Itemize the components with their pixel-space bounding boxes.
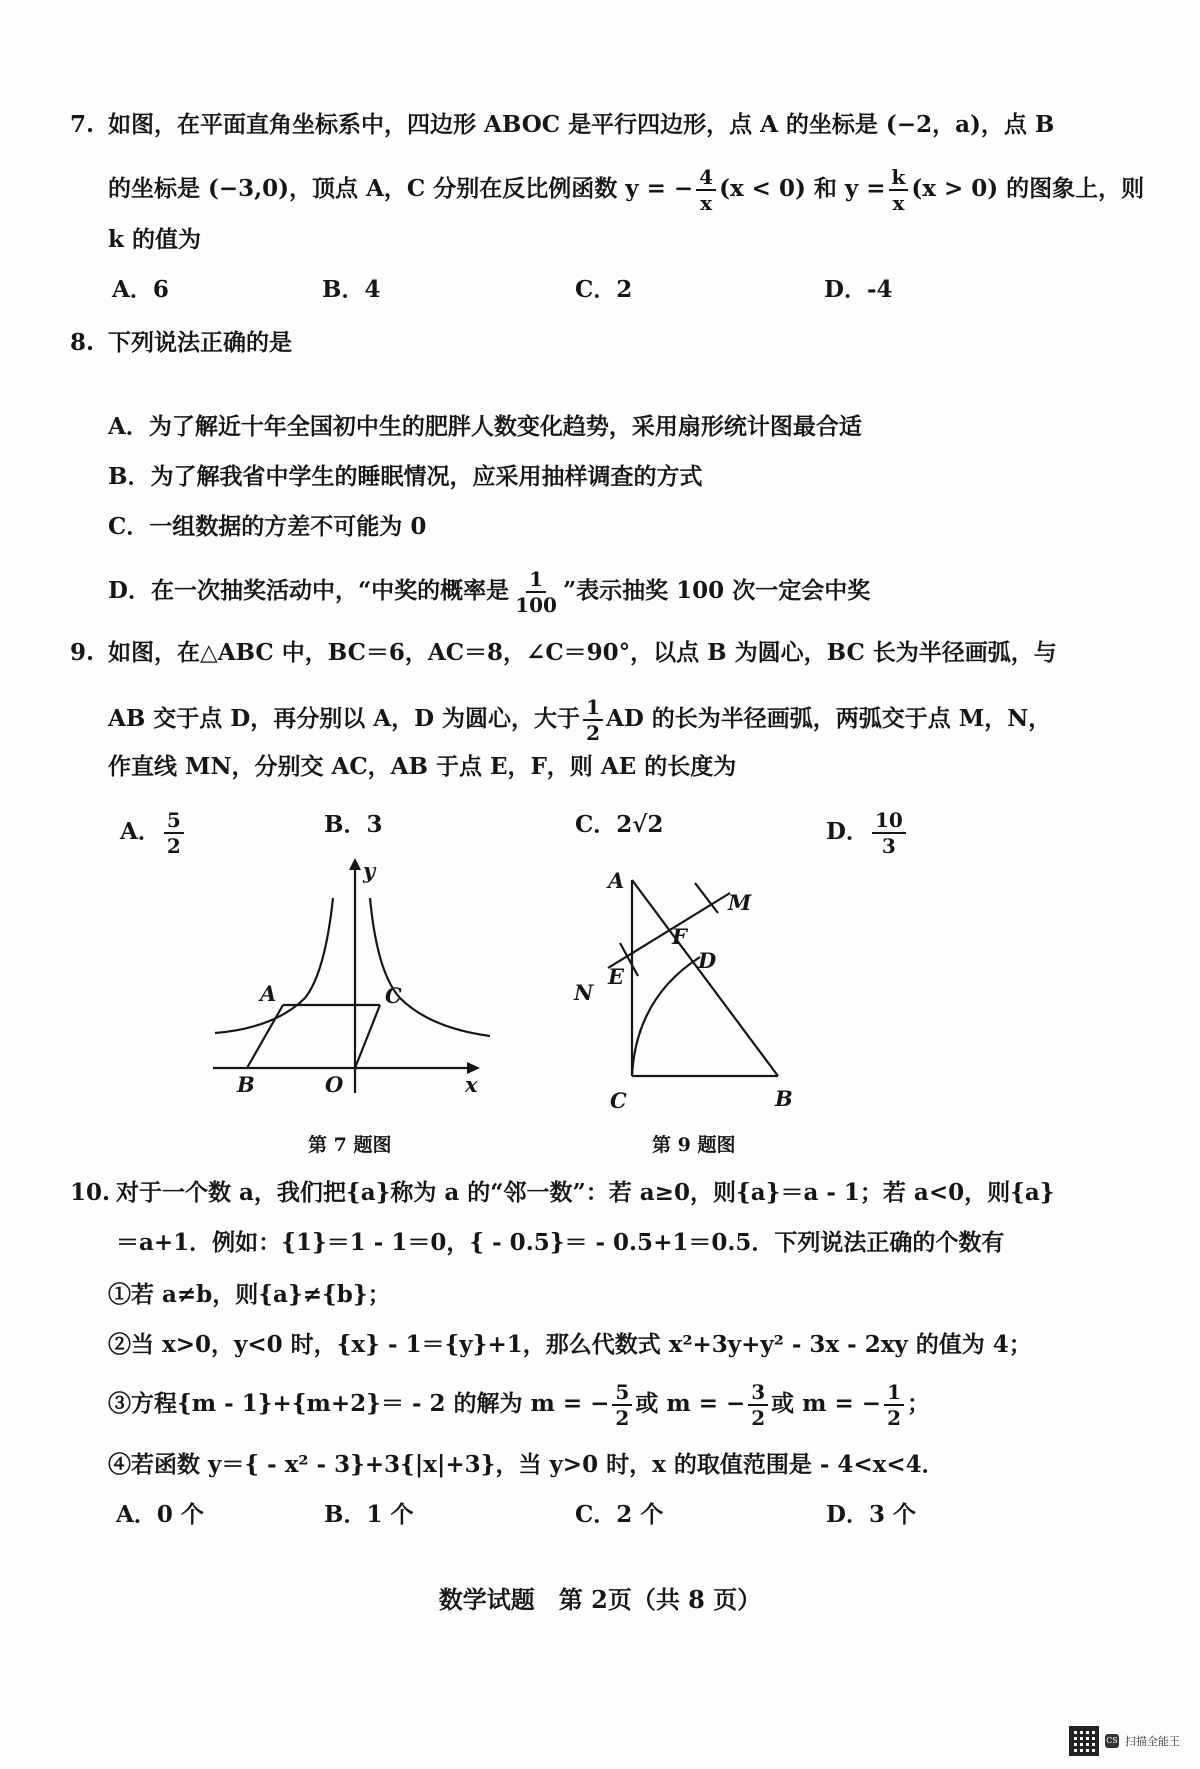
q7-fraction-2: $\frac{k}{x}$ [889, 165, 909, 215]
q9-line2: AB 交于点 D，再分别以 A，D 为圆心，大于 $\frac{1}{2}$ AD 的长为半径画弧，两弧交于点 M，N， [108, 695, 1052, 745]
qr-code-icon [1069, 1726, 1099, 1756]
q9-fraction: $\frac{1}{2}$ [583, 695, 603, 745]
label-e: E [608, 964, 625, 989]
q10-line1: 对于一个数 a，我们把{a}称为 a 的“邻一数”：若 a≥0，则{a}＝a - 1；若 a<0，则{a} [116, 1179, 1055, 1206]
q8-option-b: B．为了解我省中学生的睡眠情况，应采用抽样调查的方式 [108, 463, 703, 490]
arc-bc [632, 957, 700, 1076]
scanner-watermark [1069, 1726, 1180, 1756]
q10-statement-3: ③方程{m - 1}+{m+2}＝ - 2 的解为 m = − $\frac{5}{2}$ 或 m = − $\frac{3}{2}$ 或 m = − $\frac{1}{2}$ ； [108, 1380, 930, 1430]
figure-9-caption: 第 9 题图 [652, 1134, 736, 1156]
label-x: x [465, 1072, 478, 1097]
q10-statement-4: ④若函数 y＝{ - x² - 3}+3{|x|+3}，当 y>0 时，x 的取值范围是 - 4<x<4． [108, 1451, 945, 1478]
q9-option-d: D． $\frac{10}{3}$ [826, 808, 909, 858]
q8-stem: 下列说法正确的是 [108, 329, 292, 356]
label-y: y [363, 858, 376, 883]
q9-option-c: C．2√2 [575, 811, 664, 838]
label-f: F [672, 924, 687, 949]
q8-option-a: A．为了解近十年全国初中生的肥胖人数变化趋势，采用扇形统计图最合适 [108, 413, 862, 440]
hyperbola-right [370, 898, 490, 1036]
y-axis-arrow [349, 858, 361, 870]
q10-option-a: A．0 个 [116, 1501, 204, 1528]
q9-option-a: A． $\frac{5}{2}$ [120, 808, 187, 858]
q10-line2: ＝a+1．例如：{1}＝1 - 1＝0，{ - 0.5}＝ - 0.5+1＝0.5．下列说法正确的个数有 [116, 1229, 1005, 1256]
q7-line3: k 的值为 [108, 226, 201, 253]
q8-option-d: D．在一次抽奖活动中，“中奖的概率是 $\frac{1}{100}$ ”表示抽奖 100 次一定会中奖 [108, 567, 871, 617]
page-footer: 数学试题 第 2页（共 8 页） [438, 1585, 762, 1614]
label-c: C [610, 1088, 627, 1113]
label-o: O [325, 1072, 344, 1097]
q10-option-b: B．1 个 [324, 1501, 414, 1528]
q8-fraction: $\frac{1}{100}$ [515, 567, 557, 617]
q9-option-b: B．3 [324, 811, 383, 838]
q7-line2: 的坐标是 (−3,0)，顶点 A，C 分别在反比例函数 y = − $\frac{4}{x}$ (x < 0) 和 y = $\frac{k}{x}$ (x > 0) 的图象上，则 [108, 165, 1145, 215]
q8-number: 8. [70, 329, 95, 356]
camscanner-logo-icon: CS [1105, 1734, 1119, 1748]
label-d: D [698, 948, 717, 973]
q10-option-d: D．3 个 [826, 1501, 916, 1528]
figure-9 [560, 858, 820, 1118]
label-a: A [608, 868, 625, 893]
label-b: B [775, 1086, 793, 1111]
watermark-text: 扫描全能王 [1125, 1735, 1180, 1748]
q7-fraction-1: $\frac{4}{x}$ [696, 165, 716, 215]
q9-line1: 如图，在△ABC 中，BC＝6，AC＝8，∠C＝90°，以点 B 为圆心，BC 长为半径画弧，与 [108, 639, 1057, 666]
q9-line3: 作直线 MN，分别交 AC，AB 于点 E，F，则 AE 的长度为 [108, 753, 737, 780]
q7-option-c: C．2 [575, 276, 633, 303]
q10-number: 10. [70, 1179, 111, 1206]
q7-number: 7. [70, 111, 95, 138]
q7-option-b: B．4 [322, 276, 381, 303]
q10-statement-1: ①若 a≠b，则{a}≠{b}； [108, 1281, 391, 1308]
q10-statement-2: ②当 x>0，y<0 时，{x} - 1＝{y}+1，那么代数式 x²+3y+y² - 3x - 2xy 的值为 4； [108, 1331, 1032, 1358]
hyperbola-left [215, 898, 333, 1033]
q7-option-a: A．6 [112, 276, 169, 303]
figure-7 [205, 858, 505, 1098]
segment-ab [247, 1005, 283, 1068]
segment-co [355, 1005, 380, 1068]
label-n: N [574, 980, 594, 1005]
q7-option-d: D．-4 [824, 276, 893, 303]
q9-number: 9. [70, 639, 95, 666]
label-c: C [385, 983, 402, 1008]
label-b: B [237, 1072, 255, 1097]
label-m: M [728, 890, 752, 915]
figure-7-caption: 第 7 题图 [308, 1134, 392, 1156]
q8-option-c: C．一组数据的方差不可能为 0 [108, 513, 427, 540]
q7-line1: 如图，在平面直角坐标系中，四边形 ABOC 是平行四边形，点 A 的坐标是 (−2，a)，点 B [108, 111, 1055, 138]
q10-option-c: C．2 个 [575, 1501, 664, 1528]
label-a: A [260, 981, 277, 1006]
